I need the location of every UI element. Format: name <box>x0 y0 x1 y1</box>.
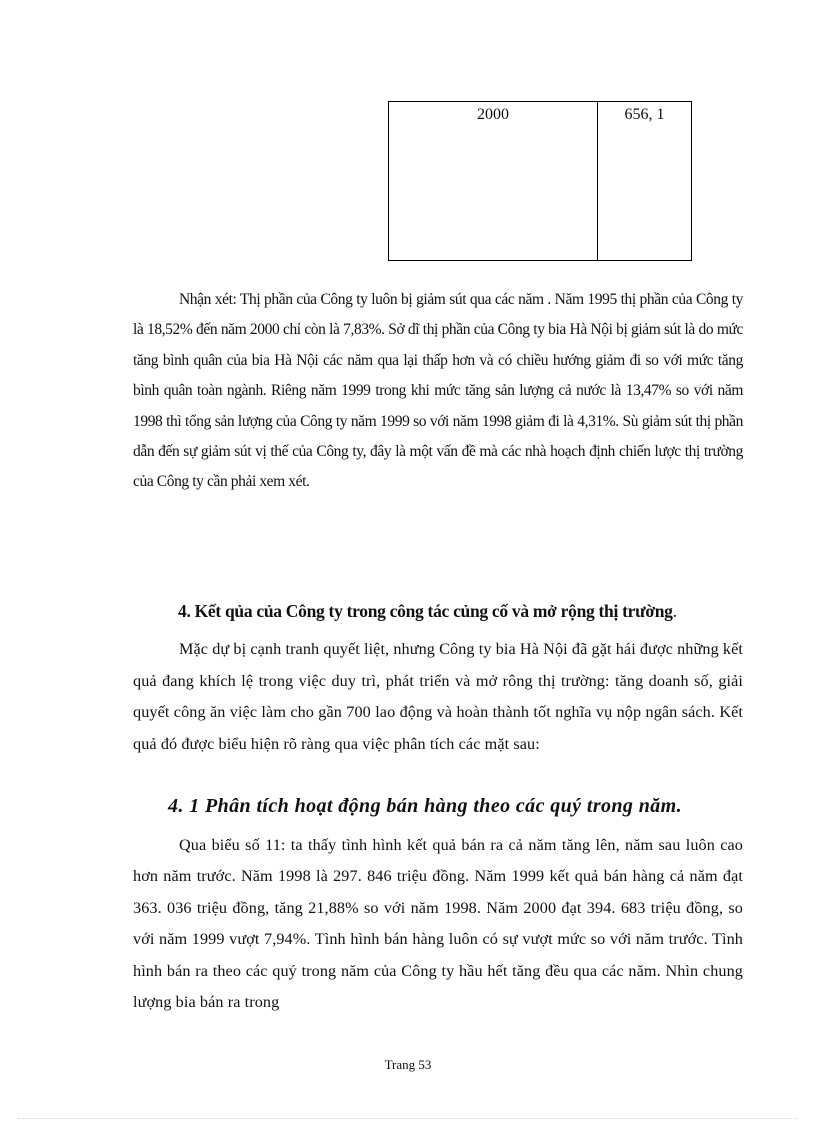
page-edge-divider <box>18 1118 798 1119</box>
table-cell-year: 2000 <box>389 102 598 260</box>
remark-paragraph: Nhận xét: Thị phần của Công ty luôn bị giảm sút qua các năm . Năm 1995 thị phần của Công ty là 18,52% đến năm 2000 chỉ còn là 7,83%. Sở dĩ thị phần của Công ty bia Hà Nội bị giảm sút là do mức tăng bình quân của bia Hà Nội các năm qua lại thấp hơn và có chiều hướng giảm đi so với mức tăng bình quân toàn ngành. Riêng năm 1999 trong khi mức tăng sản lượng cả nước là 13,47% so với năm 1998 thì tổng sản lượng của Công ty năm 1999 so với năm 1998 giảm đi là 4,31%. Sù giảm sút thị phần dẫn đến sự giảm sút vị thế của Công ty, đây là một vấn đề mà các nhà hoạch định chiến lược thị trường của Công ty cần phải xem xét. <box>133 291 743 491</box>
section-paragraph: Mặc dự bị cạnh tranh quyết liệt, nhưng Công ty bia Hà Nội đã gặt hái được những kết quả đang khích lệ trong việc duy trì, phát triển và mở rông thị trường: tăng doanh số, giải quyết công ăn việc làm cho gần 700 lao động và hoàn thành tốt nghĩa vụ nộp ngân sách. Kết quả đó được biểu hiện rõ ràng qua việc phân tích các mặt sau: <box>133 640 743 753</box>
data-table-fragment <box>388 101 692 261</box>
section-heading-end: . <box>672 601 677 621</box>
section-heading-text: 4. Kết qủa của Công ty trong công tác củng cố và mở rộng thị trường <box>178 601 673 621</box>
subsection-paragraph: Qua biểu số 11: ta thấy tình hình kết quả bán ra cả năm tăng lên, năm sau luôn cao hơn năm trước. Năm 1998 là 297. 846 triệu đồng. Năm 1999 kết quả bán hàng cả năm đạt 363. 036 triệu đồng, tăng 21,88% so với năm 1998. Năm 2000 đạt 394. 683 triệu đồng, so với năm 1999 vượt 7,94%. Tình hình bán hàng luôn có sự vượt mức so với năm trước. Tình hình bán ra theo các quý trong năm của Công ty hầu hết tăng đều qua các năm. Nhìn chung lượng bia bán ra trong <box>133 836 743 1012</box>
table-cell-value: 656, 1 <box>624 106 665 123</box>
section-heading <box>178 601 677 622</box>
page-footer: Trang 53 <box>384 1057 432 1072</box>
subsection-heading: 4. 1 Phân tích hoạt động bán hàng theo các quý trong năm. <box>168 795 683 817</box>
